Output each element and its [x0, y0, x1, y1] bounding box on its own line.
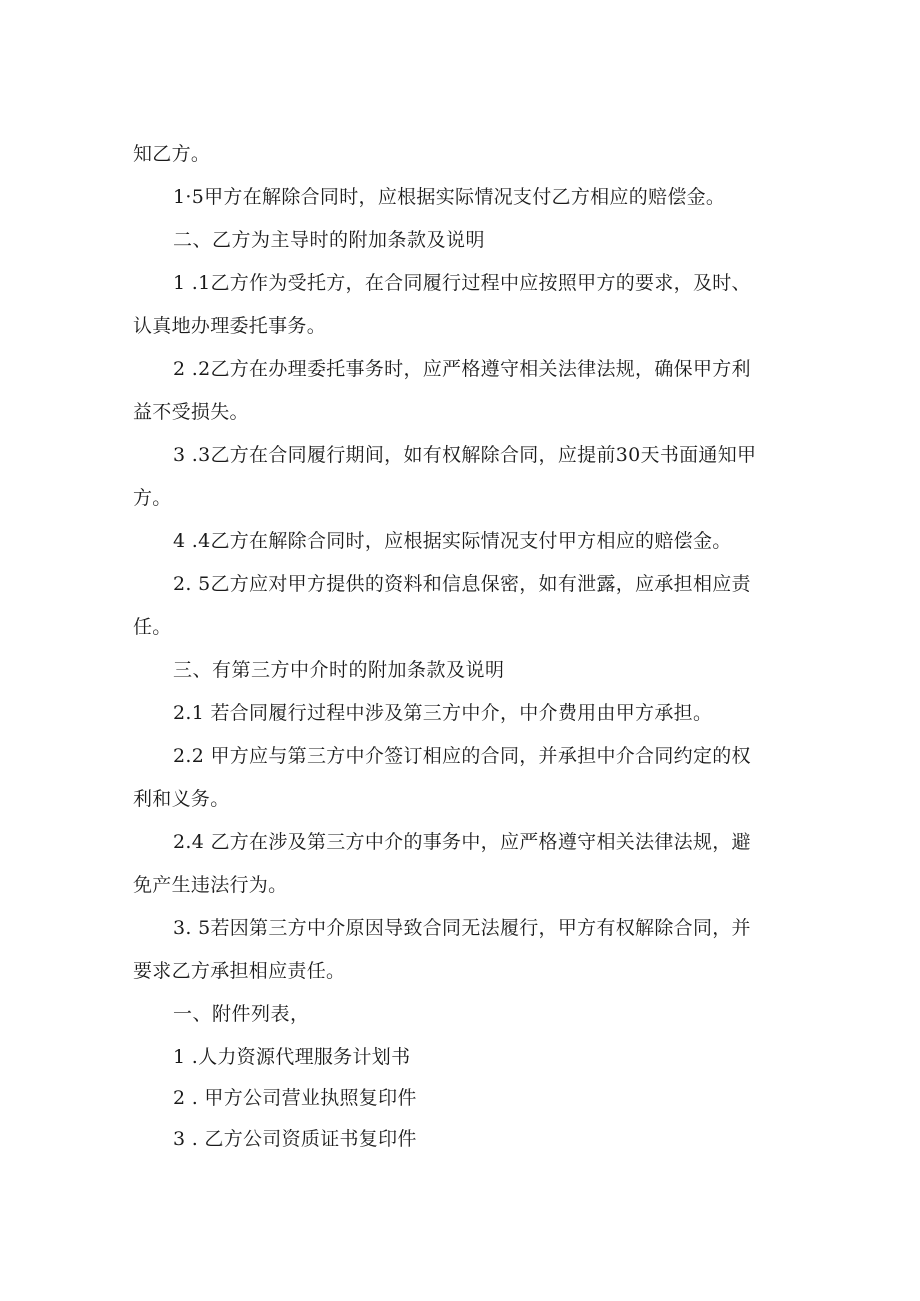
clause-3-4: 2.4 乙方在涉及第三方中介的事务中，应严格遵守相关法律法规，避	[173, 831, 751, 853]
clause-3-2: 2.2 甲方应与第三方中介签订相应的合同，并承担中介合同约定的权	[173, 745, 751, 767]
paragraph-line: 益不受损失。	[133, 401, 249, 423]
clause-2-1: 1 .1乙方作为受托方，在合同履行过程中应按照甲方的要求，及时、	[173, 272, 751, 294]
paragraph-line: 任。	[133, 616, 172, 638]
attachment-item-1: 1 .人力资源代理服务计划书	[173, 1046, 411, 1068]
paragraph-line: 利和义务。	[133, 788, 230, 810]
paragraph-line: 要求乙方承担相应责任。	[133, 960, 346, 982]
paragraph-line: 免产生违法行为。	[133, 874, 288, 896]
clause-2-2: 2 .2乙方在办理委托事务时，应严格遵守相关法律法规，确保甲方利	[173, 358, 751, 380]
paragraph-line: 知乙方。	[133, 143, 211, 165]
section-heading-2: 二、乙方为主导时的附加条款及说明	[173, 229, 486, 251]
paragraph-line: 认真地办理委托事务。	[133, 315, 327, 337]
clause-2-5: 2. 5乙方应对甲方提供的资料和信息保密，如有泄露，应承担相应责	[173, 573, 751, 595]
clause-1-5: 1·5甲方在解除合同时，应根据实际情况支付乙方相应的赔偿金。	[173, 186, 726, 208]
clause-2-3: 3 .3乙方在合同履行期间，如有权解除合同，应提前30天书面通知甲	[173, 444, 757, 466]
attachment-item-2: 2 . 甲方公司营业执照复印件	[173, 1087, 417, 1109]
clause-3-5: 3. 5若因第三方中介原因导致合同无法履行，甲方有权解除合同，并	[173, 917, 751, 939]
section-heading-3: 三、有第三方中介时的附加条款及说明	[173, 659, 505, 681]
clause-2-4: 4 .4乙方在解除合同时，应根据实际情况支付甲方相应的赔偿金。	[173, 530, 732, 552]
clause-3-1: 2.1 若合同履行过程中涉及第三方中介，中介费用由甲方承担。	[173, 702, 713, 724]
section-heading-attachments: 一、附件列表，	[173, 1003, 310, 1025]
attachment-item-3: 3 . 乙方公司资质证书复印件	[173, 1128, 417, 1150]
paragraph-line: 方。	[133, 487, 172, 509]
